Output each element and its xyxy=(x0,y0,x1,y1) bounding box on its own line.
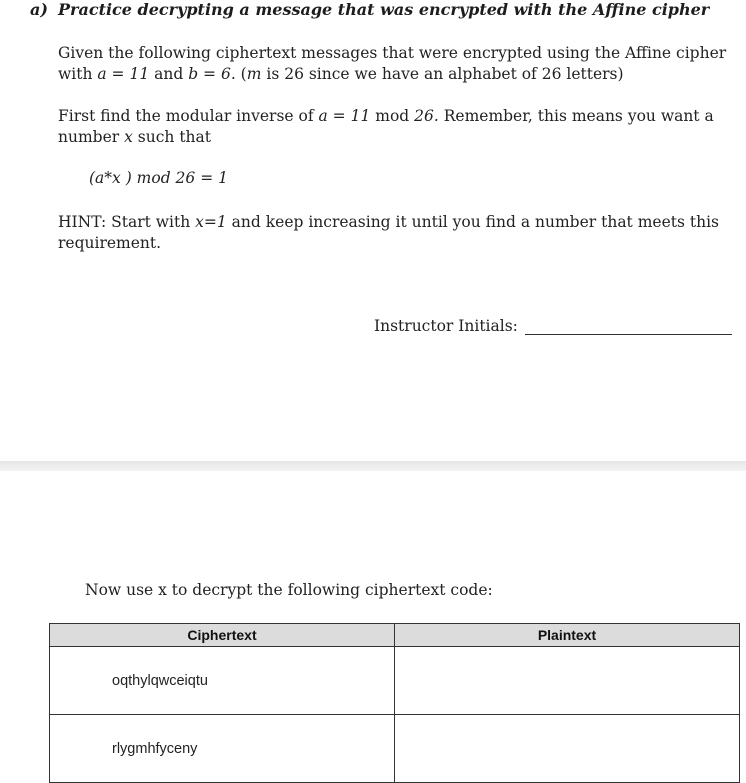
inverse-mod-value: 26. xyxy=(414,107,439,125)
intro-with: with xyxy=(58,65,98,83)
inverse-a-value: a = 11 xyxy=(318,107,371,125)
intro-and: and xyxy=(149,65,189,83)
table-row xyxy=(50,715,740,783)
ciphertext-cell: oqthylqwceiqtu xyxy=(50,647,395,715)
cipher-table xyxy=(49,623,740,783)
x-variable: x xyxy=(124,128,133,146)
intro-line-1: Given the following ciphertext messages that were encrypted using the Affine cipher xyxy=(58,44,727,62)
intro-line-2 xyxy=(58,64,726,85)
decrypt-prompt: Now use x to decrypt the following ciphertext code: xyxy=(85,581,493,599)
section-title: Practice decrypting a message that was encrypted with the Affine cipher xyxy=(58,0,710,19)
header-plaintext: Plaintext xyxy=(395,624,740,647)
inverse-paragraph xyxy=(58,106,714,148)
formula: (a*x ) mod 26 = 1 xyxy=(89,169,228,187)
hint-part-1: HINT: Start with xyxy=(58,213,196,231)
instructor-initials-label: Instructor Initials: xyxy=(374,317,518,335)
hint-part-2: and keep increasing it until you find a number that meets this xyxy=(226,213,719,231)
m-variable: m xyxy=(246,65,262,83)
instructor-initials-line[interactable] xyxy=(525,334,732,335)
page-separator xyxy=(0,461,746,471)
inverse-line-2a: number xyxy=(58,128,125,146)
table-header-row xyxy=(50,624,740,647)
hint-line-1 xyxy=(58,212,719,233)
section-number: a) xyxy=(30,0,48,19)
inverse-part-1: First find the modular inverse of xyxy=(58,107,319,125)
inverse-mod: mod xyxy=(370,107,415,125)
plaintext-cell[interactable] xyxy=(395,647,740,715)
hint-line-2: requirement. xyxy=(58,234,162,252)
inverse-line-1 xyxy=(58,106,714,127)
ciphertext-cell: rlygmhfyceny xyxy=(50,715,395,783)
a-value: a = 11 xyxy=(97,65,150,83)
section-heading xyxy=(30,0,709,19)
table-row xyxy=(50,647,740,715)
header-ciphertext: Ciphertext xyxy=(50,624,395,647)
plaintext-cell[interactable] xyxy=(395,715,740,783)
intro-paragraph xyxy=(58,43,726,85)
hint-x-value: x=1 xyxy=(195,213,227,231)
intro-open-paren: ( xyxy=(235,65,247,83)
intro-rest: is 26 since we have an alphabet of 26 letters) xyxy=(261,65,624,83)
b-value: b = 6. xyxy=(188,65,236,83)
inverse-line-2b: such that xyxy=(132,128,211,146)
inverse-line-2 xyxy=(58,127,714,148)
inverse-part-2: Remember, this means you want a xyxy=(438,107,714,125)
hint-paragraph xyxy=(58,212,719,254)
